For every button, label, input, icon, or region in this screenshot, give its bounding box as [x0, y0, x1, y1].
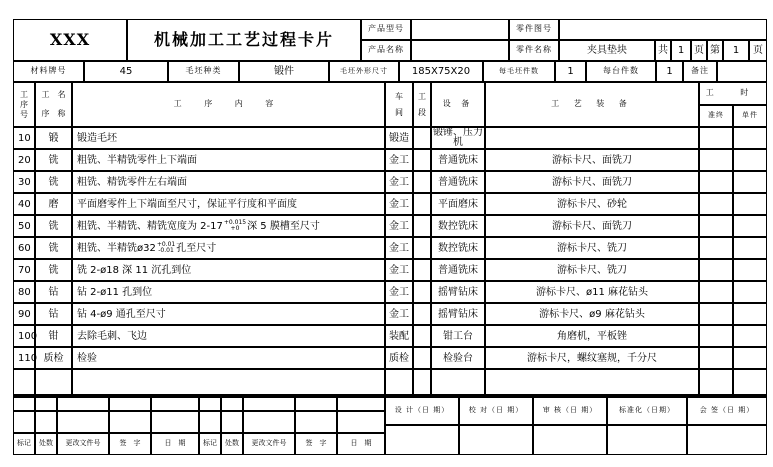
col-unit-time: 单件 [733, 105, 767, 127]
row-op-no: 80 [13, 281, 35, 303]
row-content: 平面磨零件上下端面至尺寸，保证平行度和平面度 [72, 193, 385, 215]
row-op-name: 铣 [35, 149, 72, 171]
row-equipment: 普通铣床 [431, 149, 485, 171]
col-equipment: 设 备 [431, 82, 485, 127]
col-tooling: 工 艺 装 备 [485, 82, 699, 127]
row-op-name: 铣 [35, 171, 72, 193]
approval-check-label: 校 对（日 期） [459, 397, 533, 425]
col-content: 工 序 内 容 [72, 82, 385, 127]
row-unit-time[interactable] [733, 259, 767, 281]
product-name-value[interactable] [411, 40, 509, 61]
row-section [413, 369, 431, 395]
row-prep-time[interactable] [699, 369, 733, 395]
row-tooling: 游标卡尺、砂轮 [485, 193, 699, 215]
no-label: 第 [707, 40, 723, 61]
blank-size-label: 毛坯外形尺寸 [329, 61, 399, 82]
approval-review-sign[interactable] [533, 425, 607, 455]
row-section [413, 281, 431, 303]
change-doc-cell[interactable] [57, 411, 109, 433]
row-op-no: 60 [13, 237, 35, 259]
row-op-name: 钻 [35, 303, 72, 325]
row-op-no: 110 [13, 347, 35, 369]
row-workshop: 金工 [385, 215, 413, 237]
total-label: 共 [655, 40, 671, 61]
row-op-no: 40 [13, 193, 35, 215]
sign-label-sign: 签 字 [109, 433, 151, 455]
row-op-name: 磨 [35, 193, 72, 215]
change-sign-cell[interactable] [295, 397, 337, 411]
row-tooling: 游标卡尺、铣刀 [485, 237, 699, 259]
row-section [413, 193, 431, 215]
row-equipment: 锻锤、压力机 [433, 126, 483, 148]
change-date-cell[interactable] [151, 411, 199, 433]
row-section [413, 259, 431, 281]
product-model-label: 产品型号 [361, 19, 411, 40]
row-prep-time[interactable] [699, 259, 733, 281]
row-content: 粗铣、半精铣ø32 +0.01 -0.01 孔至尺寸 [72, 237, 385, 259]
row-prep-time[interactable] [699, 215, 733, 237]
row-section [413, 325, 431, 347]
page-label-2: 页 [749, 40, 767, 61]
sign-label-mark: 标记 [13, 433, 35, 455]
change-doc-cell[interactable] [57, 397, 109, 411]
row-section [413, 127, 431, 149]
row-unit-time[interactable] [733, 325, 767, 347]
sign-label-sign: 签 字 [295, 433, 337, 455]
row-section [413, 215, 431, 237]
row-section [413, 237, 431, 259]
part-drawing-value[interactable] [559, 19, 767, 40]
row-equipment: 数控铣床 [431, 237, 485, 259]
change-mark-cell[interactable] [13, 397, 35, 411]
per-blank-label: 每毛坯件数 [483, 61, 555, 82]
company-name: XXX [13, 19, 127, 61]
row-prep-time[interactable] [699, 303, 733, 325]
row-prep-time[interactable] [699, 347, 733, 369]
sign-label-date: 日 期 [337, 433, 385, 455]
remarks-label: 备注 [683, 61, 717, 82]
row-tooling: 角磨机，平板锉 [485, 325, 699, 347]
approval-design-label: 设 计（日 期） [385, 397, 459, 425]
row-equipment: 数控铣床 [431, 215, 485, 237]
row-content: 钻 2-ø11 孔到位 [72, 281, 385, 303]
row-tooling: 游标卡尺、面铣刀 [485, 171, 699, 193]
page-number-value[interactable]: 1 [723, 40, 749, 61]
change-mark-cell[interactable] [13, 411, 35, 433]
approval-standard-label: 标准化（日期） [607, 397, 687, 425]
row-unit-time[interactable] [733, 237, 767, 259]
row-content: 检验 [72, 347, 385, 369]
product-model-value[interactable] [411, 19, 509, 40]
row-unit-time[interactable] [733, 127, 767, 149]
material-grade-value[interactable]: 45 [84, 61, 168, 82]
row-op-no: 70 [13, 259, 35, 281]
row-content: 粗铣、精铣零件左右端面 [72, 171, 385, 193]
row-tooling: 游标卡尺、ø9 麻花钻头 [485, 303, 699, 325]
part-name-value[interactable]: 夹具垫块 [559, 40, 655, 61]
change-doc-cell[interactable] [243, 397, 295, 411]
row-workshop: 金工 [385, 193, 413, 215]
row-unit-time[interactable] [733, 171, 767, 193]
sign-label-doc: 更改文件号 [57, 433, 109, 455]
process-card [13, 19, 767, 455]
row-tooling: 游标卡尺、面铣刀 [485, 215, 699, 237]
row-tooling: 游标卡尺、面铣刀 [485, 149, 699, 171]
row-equipment: 摇臂钻床 [431, 303, 485, 325]
change-date-cell[interactable] [337, 397, 385, 411]
row-workshop: 质检 [385, 347, 413, 369]
row-equipment: 普通铣床 [431, 171, 485, 193]
row-op-no [13, 369, 35, 395]
row-op-name [35, 369, 72, 395]
sign-label-count: 处数 [221, 433, 243, 455]
approval-countersign-label: 会 签（日 期） [687, 397, 767, 425]
row-prep-time[interactable] [699, 193, 733, 215]
approval-review-label: 审 核（日 期） [533, 397, 607, 425]
row-tooling: 游标卡尺、ø11 麻花钻头 [485, 281, 699, 303]
page-label: 页 [691, 40, 707, 61]
change-count-cell[interactable] [221, 411, 243, 433]
change-sign-cell[interactable] [109, 397, 151, 411]
change-doc-cell[interactable] [243, 411, 295, 433]
per-unit-value[interactable]: 1 [656, 61, 683, 82]
col-prep-time: 准终 [699, 105, 733, 127]
row-prep-time[interactable] [699, 237, 733, 259]
remarks-value[interactable] [717, 61, 767, 82]
row-op-no: 90 [13, 303, 35, 325]
change-sign-cell[interactable] [109, 411, 151, 433]
card-title: 机械加工工艺过程卡片 [127, 19, 361, 61]
part-drawing-label: 零件图号 [509, 19, 559, 40]
product-name-label: 产品名称 [361, 40, 411, 61]
row-section [413, 171, 431, 193]
row-op-name: 钻 [35, 281, 72, 303]
approval-design-sign[interactable] [385, 425, 459, 455]
row-op-no: 20 [13, 149, 35, 171]
row-prep-time[interactable] [699, 281, 733, 303]
row-op-name: 铣 [35, 259, 72, 281]
row-unit-time[interactable] [733, 347, 767, 369]
sign-label-mark: 标记 [199, 433, 221, 455]
row-content: 去除毛刺、飞边 [72, 325, 385, 347]
change-sign-cell[interactable] [295, 411, 337, 433]
row-content: 铣 2-ø18 深 11 沉孔到位 [72, 259, 385, 281]
row-equipment: 钳工台 [431, 325, 485, 347]
approval-check-sign[interactable] [459, 425, 533, 455]
row-section [413, 347, 431, 369]
col-op-name: 工 名 序 称 [35, 82, 72, 127]
row-unit-time[interactable] [733, 303, 767, 325]
row-section [413, 149, 431, 171]
change-mark-cell[interactable] [199, 411, 221, 433]
row-tooling: 游标卡尺、铣刀 [485, 259, 699, 281]
row-unit-time[interactable] [733, 281, 767, 303]
row-workshop: 装配 [385, 325, 413, 347]
row-content [72, 369, 385, 395]
approval-standard-sign[interactable] [607, 425, 687, 455]
sign-label-count: 处数 [35, 433, 57, 455]
blank-size-value[interactable]: 185X75X20 [399, 61, 483, 82]
change-count-cell[interactable] [35, 397, 57, 411]
row-tooling: 游标卡尺，螺纹塞规，千分尺 [485, 347, 699, 369]
row-unit-time[interactable] [733, 149, 767, 171]
total-value[interactable]: 1 [671, 40, 691, 61]
row-workshop: 金工 [385, 259, 413, 281]
row-workshop: 锻造 [385, 127, 413, 149]
row-op-name: 质检 [35, 347, 72, 369]
sign-label-date: 日 期 [151, 433, 199, 455]
change-count-cell[interactable] [35, 411, 57, 433]
blank-type-value[interactable]: 锻件 [239, 61, 329, 82]
per-blank-value[interactable]: 1 [555, 61, 586, 82]
row-unit-time[interactable] [733, 215, 767, 237]
material-grade-label: 材料牌号 [13, 61, 84, 82]
row-prep-time[interactable] [699, 171, 733, 193]
row-equipment: 摇臂钻床 [431, 281, 485, 303]
row-workshop: 金工 [385, 237, 413, 259]
row-workshop: 金工 [385, 171, 413, 193]
approval-countersign-sign[interactable] [687, 425, 767, 455]
row-equipment: 普通铣床 [431, 259, 485, 281]
col-workshop: 车 间 [385, 82, 413, 127]
change-date-cell[interactable] [337, 411, 385, 433]
row-content: 粗铣、半精铣零件上下端面 [72, 149, 385, 171]
change-mark-cell[interactable] [199, 397, 221, 411]
sign-label-doc: 更改文件号 [243, 433, 295, 455]
col-op-no: 工 序 号 [13, 82, 35, 127]
change-count-cell[interactable] [221, 397, 243, 411]
row-op-no: 100 [13, 325, 35, 347]
row-tooling [485, 127, 699, 149]
row-equipment: 平面磨床 [431, 193, 485, 215]
row-op-no: 30 [13, 171, 35, 193]
row-unit-time[interactable] [733, 193, 767, 215]
row-prep-time[interactable] [699, 325, 733, 347]
blank-type-label: 毛坯种类 [168, 61, 239, 82]
per-unit-label: 每台件数 [586, 61, 656, 82]
row-op-name: 钳 [35, 325, 72, 347]
row-workshop [385, 369, 413, 395]
row-workshop: 金工 [385, 303, 413, 325]
row-tooling [485, 369, 699, 395]
row-equipment [431, 369, 485, 395]
row-workshop: 金工 [385, 281, 413, 303]
row-unit-time[interactable] [733, 369, 767, 395]
row-op-name: 铣 [35, 237, 72, 259]
row-op-no: 10 [13, 127, 35, 149]
part-name-label: 零件名称 [509, 40, 559, 61]
col-hours: 工 时 [699, 82, 767, 105]
row-op-no: 50 [13, 215, 35, 237]
row-content: 粗铣、半精铣、精铣宽度为 2-17 +0.015 +0 深 5 膜槽至尺寸 [72, 215, 385, 237]
row-equipment: 检验台 [431, 347, 485, 369]
row-prep-time[interactable] [699, 127, 733, 149]
row-workshop: 金工 [385, 149, 413, 171]
row-op-name: 铣 [35, 215, 72, 237]
change-date-cell[interactable] [151, 397, 199, 411]
row-content: 锻造毛坯 [72, 127, 385, 149]
row-prep-time[interactable] [699, 149, 733, 171]
row-content: 钻 4-ø9 通孔至尺寸 [72, 303, 385, 325]
row-op-name: 锻 [35, 127, 72, 149]
col-section: 工 段 [413, 82, 431, 127]
row-section [413, 303, 431, 325]
